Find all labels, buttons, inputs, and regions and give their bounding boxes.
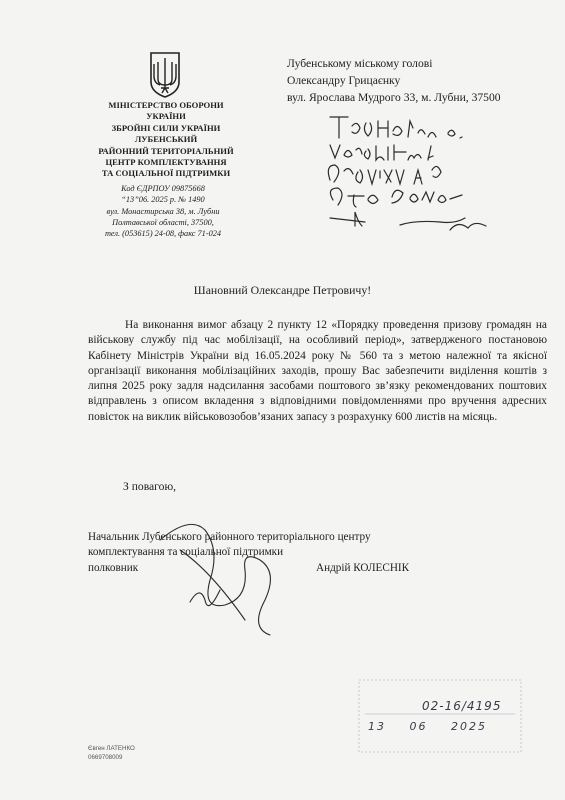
- org-line: РАЙОННИЙ ТЕРИТОРІАЛЬНИЙ: [98, 145, 234, 156]
- closing: З повагою,: [123, 480, 176, 493]
- resolution-handwriting: [300, 0, 560, 260]
- org-line: ТА СОЦІАЛЬНОЇ ПІДТРИМКИ: [101, 168, 231, 179]
- executor-name: Євген ЛАТЕНКО: [88, 745, 135, 752]
- recipient-line: вул. Ярослава Мудрого 33, м. Лубни, 37500: [287, 91, 501, 104]
- trident-coat-of-arms-icon: [149, 52, 181, 98]
- org-line: УКРАЇНИ: [146, 111, 186, 122]
- address-line: вул. Монастирська 38, м. Лубни: [106, 206, 220, 216]
- org-line: ЦЕНТР КОМПЛЕКТУВАННЯ: [105, 157, 227, 168]
- signatory-position: Начальник Лубенського районного територіального центру: [88, 531, 371, 543]
- edrpou-code: Код ЄДРПОУ 09875668: [121, 184, 205, 193]
- registration-number: 02-16/4195: [422, 699, 502, 713]
- registration-date: 13 06 2025: [368, 720, 487, 733]
- handwritten-signature: [150, 510, 310, 640]
- address-line: тел. (053615) 24-08, факс 71-024: [104, 229, 222, 239]
- outgoing-date-number: “13”06. 2025 р. № 1490: [121, 195, 205, 205]
- executor-info: [88, 745, 135, 762]
- recipient-line: Олександру Грицаєнку: [287, 74, 401, 87]
- registration-stamp: [355, 676, 525, 756]
- org-line: ЛУБЕНСЬКИЙ: [134, 134, 198, 145]
- sender-organization: [72, 100, 260, 180]
- executor-phone: 0669708009: [88, 753, 123, 761]
- address-line: Полтавської області, 37500,: [112, 217, 214, 227]
- greeting: Шановний Олександре Петровичу!: [193, 283, 372, 297]
- letterhead-meta: [78, 183, 248, 239]
- signatory-rank: полковник: [88, 561, 139, 574]
- letter-body: На виконання вимог абзацу 2 пункту 12 «Порядку проведення призову громадян на військову службу під час мобілізації, на особливий період», затвердженого постановою Кабінету Міністрів України від 16.05.2024 року № 560 та з метою належної та якісної організації виконання мобілізаційних заходів, прошу Вас забезпечити виділення коштів з липня 2025 року задля надсилання засобами поштового зв’язку рекомендованих поштових відправлень з описом вкладення з відповідними повідомленнями про вручення адресних повісток на виклик військовозобов’язаних запасу з розрахунку 600 листів на місяць.: [88, 319, 547, 423]
- signatory-position: комплектування та соціальної підтримки: [88, 546, 284, 559]
- signatory-name: Андрій КОЛЕСНІК: [316, 561, 410, 574]
- org-line: ЗБРОЙНІ СИЛИ УКРАЇНИ: [111, 122, 221, 133]
- recipient-line: Лубенському міському голові: [287, 57, 433, 70]
- org-line: МІНІСТЕРСТВО ОБОРОНИ: [108, 100, 224, 110]
